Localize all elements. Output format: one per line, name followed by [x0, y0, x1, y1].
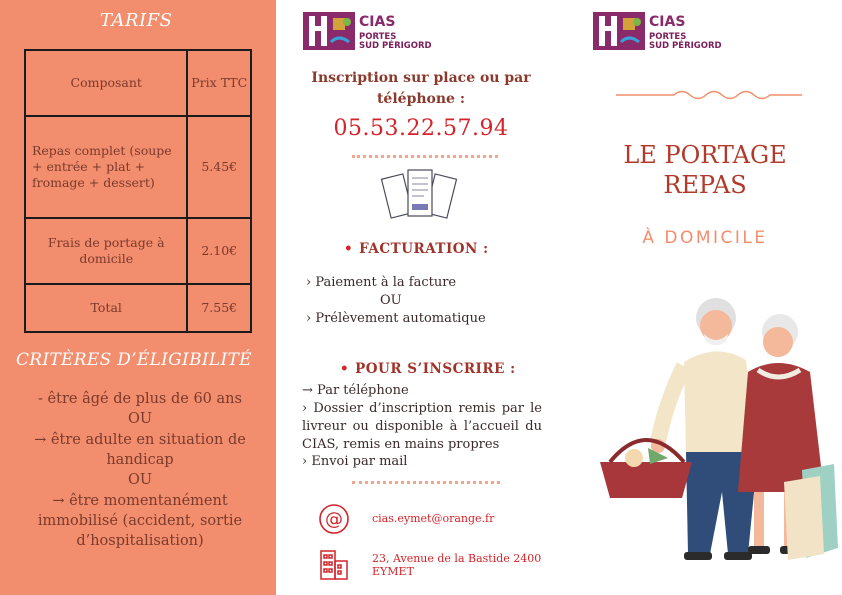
header-composant: Composant — [25, 50, 187, 116]
inscrire-item: → Par téléphone — [302, 383, 409, 398]
facturation-title: FACTURATION : — [359, 241, 489, 257]
email-icon — [318, 503, 350, 535]
logo-line1: PORTES — [649, 32, 687, 42]
brochure-title — [590, 140, 820, 200]
table-row — [25, 116, 251, 218]
eligibility-item: → être momentanément immobilisé (accident, sortie d’hospitalisation) — [37, 493, 243, 549]
table-row — [25, 284, 251, 332]
inscription-text: Inscription sur place ou par téléphone : — [311, 70, 531, 107]
cias-logo-icon — [593, 12, 645, 50]
logo-line1: PORTES — [359, 32, 397, 42]
eligibility-item: - être âgé de plus de 60 ans — [38, 391, 242, 407]
invoice-icon — [380, 166, 462, 228]
right-panel — [560, 0, 842, 595]
eligibility-title: CRITÈRES D’ÉLIGIBILITÉ — [16, 350, 252, 370]
logo-line2: SUD PÉRIGORD — [359, 41, 432, 51]
facturation-or: OU — [380, 293, 402, 308]
dotted-divider — [352, 155, 498, 158]
header-prix: Prix TTC — [187, 50, 251, 116]
row-price: 2.10€ — [187, 218, 251, 284]
svg-text:@: @ — [325, 509, 343, 530]
row-price: 7.55€ — [187, 284, 251, 332]
eligibility-or: OU — [127, 411, 153, 427]
title-line1: LE PORTAGE — [623, 141, 787, 169]
cias-logo-icon — [303, 12, 355, 50]
row-label: Total — [25, 284, 187, 332]
building-icon — [318, 547, 350, 581]
bullet-icon: • — [340, 361, 350, 377]
inscrire-item: › Envoi par mail — [302, 454, 408, 469]
inscrire-item: › Dossier d’inscription remis par le livreur ou disponible à l’accueil du CIAS, remis en mains propres — [302, 401, 542, 452]
brochure-subtitle: À DOMICILE — [642, 228, 768, 248]
inscrire-heading — [340, 361, 516, 377]
dotted-divider — [352, 481, 500, 484]
ornament-divider — [614, 86, 804, 104]
table-header-row — [25, 50, 251, 116]
logo-brand: CIAS — [649, 14, 686, 30]
facturation-item: › Paiement à la facture — [306, 275, 457, 290]
row-label: Repas complet (soupe + entrée + plat + fromage + dessert) — [25, 116, 187, 218]
price-table — [24, 49, 252, 333]
address-line2: EYMET — [372, 565, 414, 578]
eligibility-or: OU — [127, 472, 153, 488]
inscrire-title: POUR S’INSCRIRE : — [355, 361, 516, 377]
email-link[interactable]: cias.eymet@orange.fr — [372, 512, 495, 525]
facturation-item: › Prélèvement automatique — [306, 311, 486, 326]
facturation-heading — [344, 241, 489, 257]
address-line1: 23, Avenue de la Bastide 2400 — [372, 552, 542, 565]
bullet-icon: • — [344, 241, 354, 257]
phone-number[interactable]: 05.53.22.57.94 — [333, 116, 509, 141]
title-line2: REPAS — [663, 171, 747, 199]
tarifs-title: TARIFS — [100, 10, 173, 31]
left-panel — [0, 0, 276, 595]
elderly-couple-illustration — [588, 292, 838, 574]
eligibility-item: → être adulte en situation de handicap — [34, 432, 246, 468]
cias-logo — [303, 10, 433, 50]
table-row — [25, 218, 251, 284]
logo-brand: CIAS — [359, 14, 396, 30]
cias-logo — [593, 10, 723, 50]
row-price: 5.45€ — [187, 116, 251, 218]
row-label: Frais de portage à domicile — [25, 218, 187, 284]
logo-line2: SUD PÉRIGORD — [649, 41, 722, 51]
middle-panel — [276, 0, 560, 595]
